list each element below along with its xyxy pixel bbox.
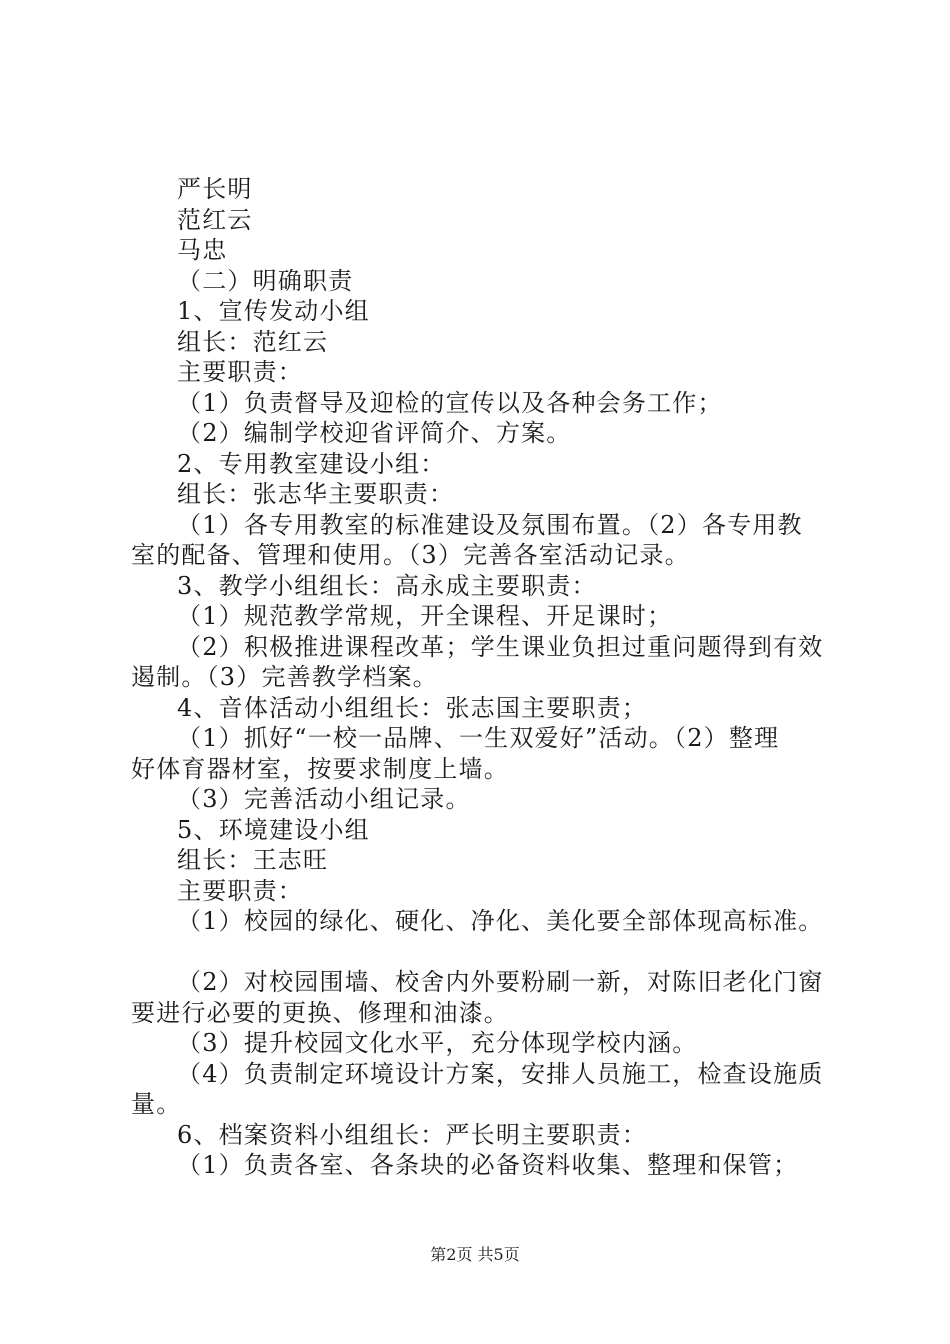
text-line: （3）完善活动小组记录。 [177,785,471,813]
text-line: （1）负责各室、各条块的必备资料收集、整理和保管； [177,1151,799,1179]
text-line: 室的配备、管理和使用。（3）完善各室活动记录。 [131,541,690,569]
section-heading: （二）明确职责 [177,266,354,295]
text-line: （2）编制学校迎省评简介、方案。 [177,419,572,447]
text-line: （3）提升校园文化水平，充分体现学校内涵。 [177,1029,698,1057]
text-line: 遏制。（3）完善教学档案。 [131,663,438,691]
text-line: （1）抓好“一校一品牌、一生双爱好”活动。（2）整理 [177,724,780,752]
text-line: （1）校园的绿化、硬化、净化、美化要全部体现高标准。 [177,907,824,935]
text-line: 量。 [131,1090,182,1118]
text-line: （1）规范教学常规，开全课程、开足课时； [177,602,673,630]
text-line: （2）积极推进课程改革；学生课业负担过重问题得到有效 [177,632,824,661]
group-heading: 2、专用教室建设小组： [177,449,446,478]
group-heading: 1、宣传发动小组 [177,297,370,325]
text-line: 马忠 [177,236,228,264]
text-line: （1）各专用教室的标准建设及氛围布置。（2）各专用教 [177,510,803,539]
text-line: 主要职责： [177,876,303,905]
group-heading: 3、教学小组组长：高永成主要职责： [177,571,597,600]
text-line: 组长：张志华主要职责： [177,480,455,508]
text-line: （4）负责制定环境设计方案，安排人员施工，检查设施质 [177,1059,824,1088]
text-line: （2）对校园围墙、校舍内外要粉刷一新，对陈旧老化门窗 [177,968,824,996]
blank-line [131,937,833,968]
group-heading: 5、环境建设小组 [177,815,370,844]
group-heading: 4、音体活动小组组长：张志国主要职责； [177,693,648,722]
group-heading: 6、档案资料小组组长：严长明主要职责： [177,1120,648,1149]
text-line: 范红云 [177,205,253,234]
document-body [131,174,833,1181]
page-number-footer: 第2页 共5页 [430,1245,520,1264]
text-line: 要进行必要的更换、修理和油漆。 [131,998,509,1027]
text-line: （1）负责督导及迎检的宣传以及各种会务工作； [177,388,723,417]
text-line: 主要职责： [177,358,303,386]
text-line: 组长：王志旺 [177,846,329,874]
text-line: 好体育器材室，按要求制度上墙。 [131,754,509,783]
text-line: 严长明 [177,175,253,203]
text-line: 组长：范红云 [177,327,329,356]
